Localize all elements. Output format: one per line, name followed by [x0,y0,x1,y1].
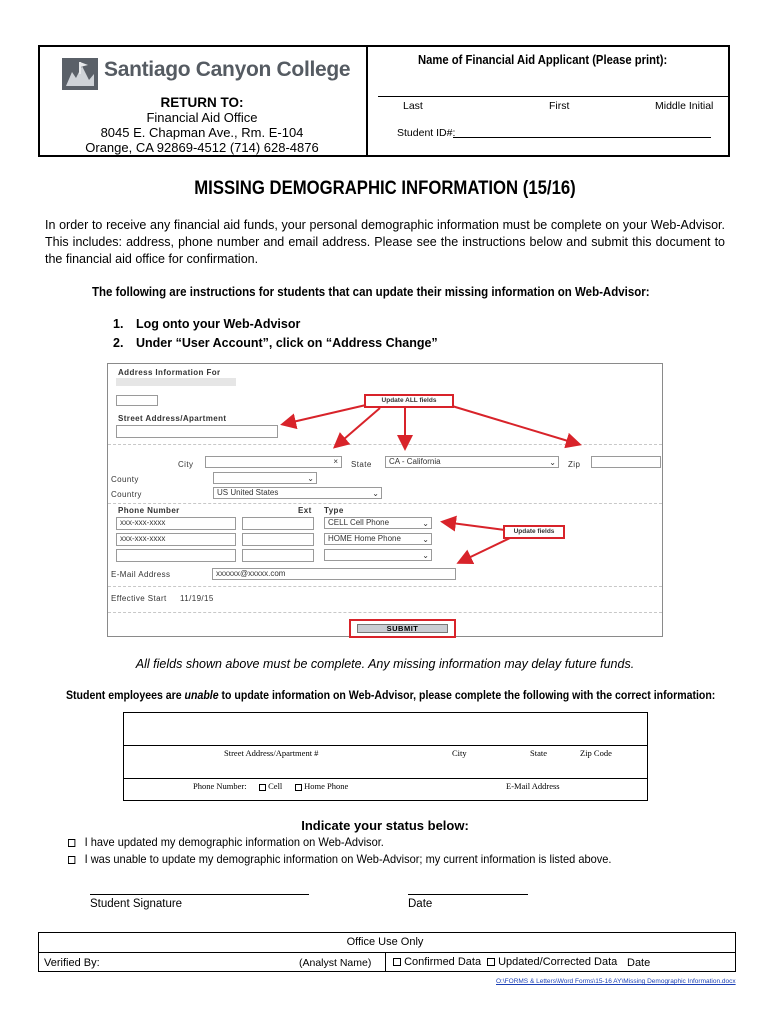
office-use-vdivider [385,952,386,972]
emp-home-option[interactable] [295,781,348,791]
middle-initial-label: Middle Initial [655,100,714,112]
office-date-label: Date [627,957,651,969]
emp-phone-label: Phone Number: [193,781,247,791]
footer-file-path[interactable]: O:\FORMS & Letters\Word Forms\15-16 AY\Missing Demographic Information.docx [496,978,736,985]
employees-prefix: Student employees are [66,688,185,702]
emp-cell-option[interactable] [259,781,282,791]
phone-line [123,778,648,779]
instructions-heading: The following are instructions for students that can update their missing information on Web-Advisor: [92,285,650,299]
state-value: CA - California [389,457,441,466]
office-name: Financial Aid Office [146,110,258,125]
checkbox-icon[interactable] [68,839,75,847]
emp-home-label: Home Phone [304,781,349,791]
street-address-label: Street Address/Apartment [118,414,227,423]
email-label: E-Mail Address [111,570,171,579]
zip-label: Zip [568,460,581,469]
chevron-down-icon: ⌄ [422,551,429,560]
checkbox-icon[interactable] [68,856,75,864]
country-label: Country [111,490,142,499]
address-line [123,745,648,746]
step-1-text: Log onto your Web-Advisor [136,317,301,331]
chevron-down-icon: ⌄ [307,474,314,483]
student-signature-label: Student Signature [90,898,183,910]
all-fields-note: All fields shown above must be complete. Any missing information may delay future funds. [135,657,635,671]
status-option-2[interactable] [68,852,611,866]
confirmed-label: Confirmed Data [404,956,482,968]
chevron-down-icon: ⌄ [549,458,556,467]
effective-start-label: Effective Start [111,594,167,603]
applicant-name-prompt: Name of Financial Aid Applicant (Please print): [418,53,668,67]
status-heading: Indicate your status below: [301,818,469,833]
emp-zip-label: Zip Code [580,748,612,758]
type-1-value: CELL Cell Phone [328,518,390,527]
emp-state-label: State [530,748,547,758]
state-label: State [351,460,372,469]
phone-number-label: Phone Number [118,506,180,515]
step-1-number: 1. [113,317,124,331]
country-value: US United States [217,488,279,497]
emp-street-label: Street Address/Apartment # [224,748,319,758]
ext-label: Ext [298,506,312,515]
callout-update-fields: Update fields [503,525,565,539]
type-2-value: HOME Home Phone [328,534,401,543]
employees-emph: unable [184,688,219,702]
first-name-label: First [549,100,570,112]
clear-icon[interactable]: × [333,457,338,466]
callout-update-all: Update ALL fields [364,394,454,408]
checkbox-icon[interactable] [487,958,495,966]
updated-option[interactable] [487,956,617,968]
arrow-to-zip [452,406,578,444]
date-label: Date [408,898,433,910]
submit-button[interactable]: SUBMIT [357,624,448,633]
return-to-label: RETURN TO: [160,95,244,110]
page-title: MISSING DEMOGRAPHIC INFORMATION (15/16) [194,178,576,199]
updated-label: Updated/Corrected Data [498,956,618,968]
date-line[interactable] [408,894,528,895]
status-option-1-text: I have updated my demographic information on Web-Advisor. [84,835,384,849]
status-option-1[interactable] [68,835,384,849]
email-input[interactable]: xxxxxx@xxxxx.com [212,568,456,580]
phone-1-input[interactable]: xxx-xxx-xxxx [116,517,236,530]
status-option-2-text: I was unable to update my demographic information on Web-Advisor; my current information is listed above. [84,852,612,866]
address-info-label: Address Information For [118,368,221,377]
analyst-name-label: (Analyst Name) [299,957,372,969]
emp-email-label: E-Mail Address [506,781,560,791]
checkbox-icon[interactable] [259,784,266,791]
type-label: Type [324,506,344,515]
arrow-to-type-1 [444,522,505,530]
college-name: Santiago Canyon College [104,58,351,81]
verified-by-label: Verified By: [44,957,100,969]
city-label: City [178,460,194,469]
emp-city-label: City [452,748,467,758]
phone-2-input[interactable]: xxx-xxx-xxxx [116,533,236,546]
employees-suffix: to update information on Web-Advisor, please complete the following with the correct information: [218,688,716,702]
chevron-down-icon: ⌄ [422,519,429,528]
effective-start-value: 11/19/15 [180,594,214,603]
office-city-phone: Orange, CA 92869-4512 (714) 628-4876 [85,140,319,155]
confirmed-option[interactable] [393,956,481,968]
office-use-divider [38,952,736,953]
student-id-label: Student ID#: [397,127,456,139]
intro-paragraph: In order to receive any financial aid funds, your personal demographic information must be complete on your Web-Advisor. This includes: address, phone number and email address. Please see the instructions below and submit this document to the financial aid office for confirmation. [45,218,725,266]
arrow-to-city [336,408,380,446]
arrow-to-street [284,405,366,424]
emp-cell-label: Cell [268,781,283,791]
arrow-to-type-3 [460,538,510,562]
checkbox-icon[interactable] [393,958,401,966]
chevron-down-icon: ⌄ [422,535,429,544]
county-label: County [111,475,139,484]
step-2-number: 2. [113,336,124,350]
signature-line[interactable] [90,894,309,895]
chevron-down-icon: ⌄ [372,489,379,498]
employees-instruction [66,688,715,702]
last-name-label: Last [403,100,423,112]
office-address: 8045 E. Chapman Ave., Rm. E-104 [100,125,304,140]
step-2-text: Under “User Account”, click on “Address Change” [136,336,438,350]
checkbox-icon[interactable] [295,784,302,791]
office-use-heading: Office Use Only [346,936,424,948]
